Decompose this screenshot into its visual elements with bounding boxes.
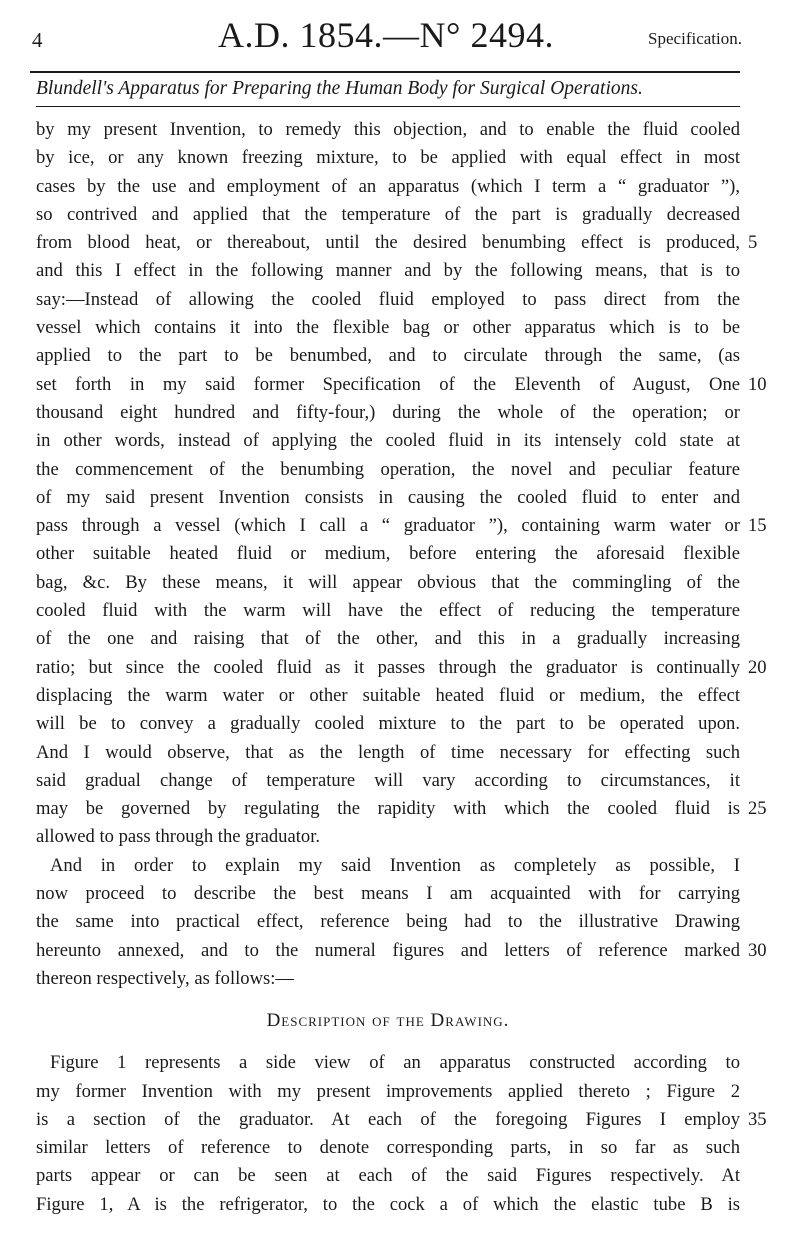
text-line: Figure 1 represents a side view of an apparatus constructed according to (50, 1052, 740, 1074)
text-line: said gradual change of temperature will vary according to circumstances, it (36, 769, 740, 791)
page-number: 4 (32, 28, 43, 52)
text-line: vessel which contains it into the flexible bag or other apparatus which is to be (36, 317, 740, 339)
running-title-rule (36, 106, 740, 107)
text-line: And I would observe, that as the length of time necessary for effecting such (36, 741, 740, 763)
document-type: Specification. (648, 29, 742, 48)
line-number: 30 (748, 939, 767, 961)
text-line: is a section of the graduator. At each of the foregoing Figures I employ (36, 1108, 740, 1130)
text-line: from blood heat, or thereabout, until the desired benumbing effect is produced, (36, 232, 740, 254)
line-number: 15 (748, 515, 767, 537)
text-line: of the one and raising that of the other, and this in a gradually increasing (36, 628, 740, 650)
document-title: A.D. 1854.—N° 2494. (218, 15, 554, 55)
text-line: may be governed by regulating the rapidity with which the cooled fluid is (36, 798, 740, 820)
text-line: in other words, instead of applying the cooled fluid in its intensely cold state at (36, 430, 740, 452)
text-line: by my present Invention, to remedy this objection, and to enable the fluid cooled (36, 119, 740, 140)
text-line: bag, &c. By these means, it will appear obvious that the commingling of the (36, 571, 740, 593)
text-line: the commencement of the benumbing operation, the novel and peculiar feature (36, 458, 740, 480)
text-line: ratio; but since the cooled fluid as it passes through the graduator is continually (36, 656, 740, 678)
text-line: applied to the part to be benumbed, and to circulate through the same, (as (36, 345, 740, 367)
text-line: cases by the use and employment of an apparatus (which I term a “ graduator ”), (36, 175, 740, 197)
text-line: and this I effect in the following manner and by the following means, that is to (36, 260, 740, 282)
text-line: thousand eight hundred and fifty-four,) during the whole of the operation; or (36, 401, 740, 423)
text-line: Figure 1, A is the refrigerator, to the cock a of which the elastic tube B is (36, 1193, 740, 1215)
text-line: parts appear or can be seen at each of the said Figures respectively. At (36, 1165, 740, 1187)
text-line: other suitable heated fluid or medium, before entering the aforesaid flexible (36, 543, 740, 565)
body-text (36, 116, 740, 1219)
text-line: similar letters of reference to denote corresponding parts, in so far as such (36, 1137, 740, 1159)
line-number: 5 (748, 232, 758, 254)
text-line: And in order to explain my said Invention as completely as possible, I (50, 854, 740, 876)
line-number: 10 (748, 373, 767, 395)
text-line: displacing the warm water or other suitable heated fluid or medium, the effect (36, 684, 740, 706)
text-line: so contrived and applied that the temperature of the part is gradually decreased (36, 203, 740, 225)
text-line: pass through a vessel (which I call a “ graduator ”), containing warm water or (36, 515, 740, 537)
text-line: cooled fluid with the warm will have the effect of reducing the temperature (36, 600, 740, 622)
page-header (30, 12, 742, 68)
text-line: of my said present Invention consists in causing the cooled fluid to enter and (36, 486, 740, 508)
text-line: will be to convey a gradually cooled mixture to the part to be operated upon. (36, 713, 740, 735)
text-line: the same into practical effect, reference being had to the illustrative Drawing (36, 911, 740, 933)
text-line: my former Invention with my present improvements applied thereto ; Figure 2 (36, 1080, 740, 1102)
text-line: allowed to pass through the graduator. (36, 826, 321, 848)
text-line: thereon respectively, as follows:— (36, 967, 294, 989)
line-number: 25 (748, 798, 767, 820)
text-line: set forth in my said former Specification of the Eleventh of August, One (36, 373, 740, 395)
line-number: 20 (748, 656, 767, 678)
section-heading: Description of the Drawing. (266, 1010, 510, 1032)
text-line: say:—Instead of allowing the cooled fluid employed to pass direct from the (36, 288, 740, 310)
running-title: Blundell's Apparatus for Preparing the Human Body for Surgical Operations. (36, 78, 643, 99)
text-line: now proceed to describe the best means I am acquainted with for carrying (36, 883, 740, 905)
header-rule (30, 71, 740, 73)
text-line: by ice, or any known freezing mixture, to be applied with equal effect in most (36, 147, 740, 169)
text-line: hereunto annexed, and to the numeral figures and letters of reference marked (36, 939, 740, 961)
line-number: 35 (748, 1108, 767, 1130)
